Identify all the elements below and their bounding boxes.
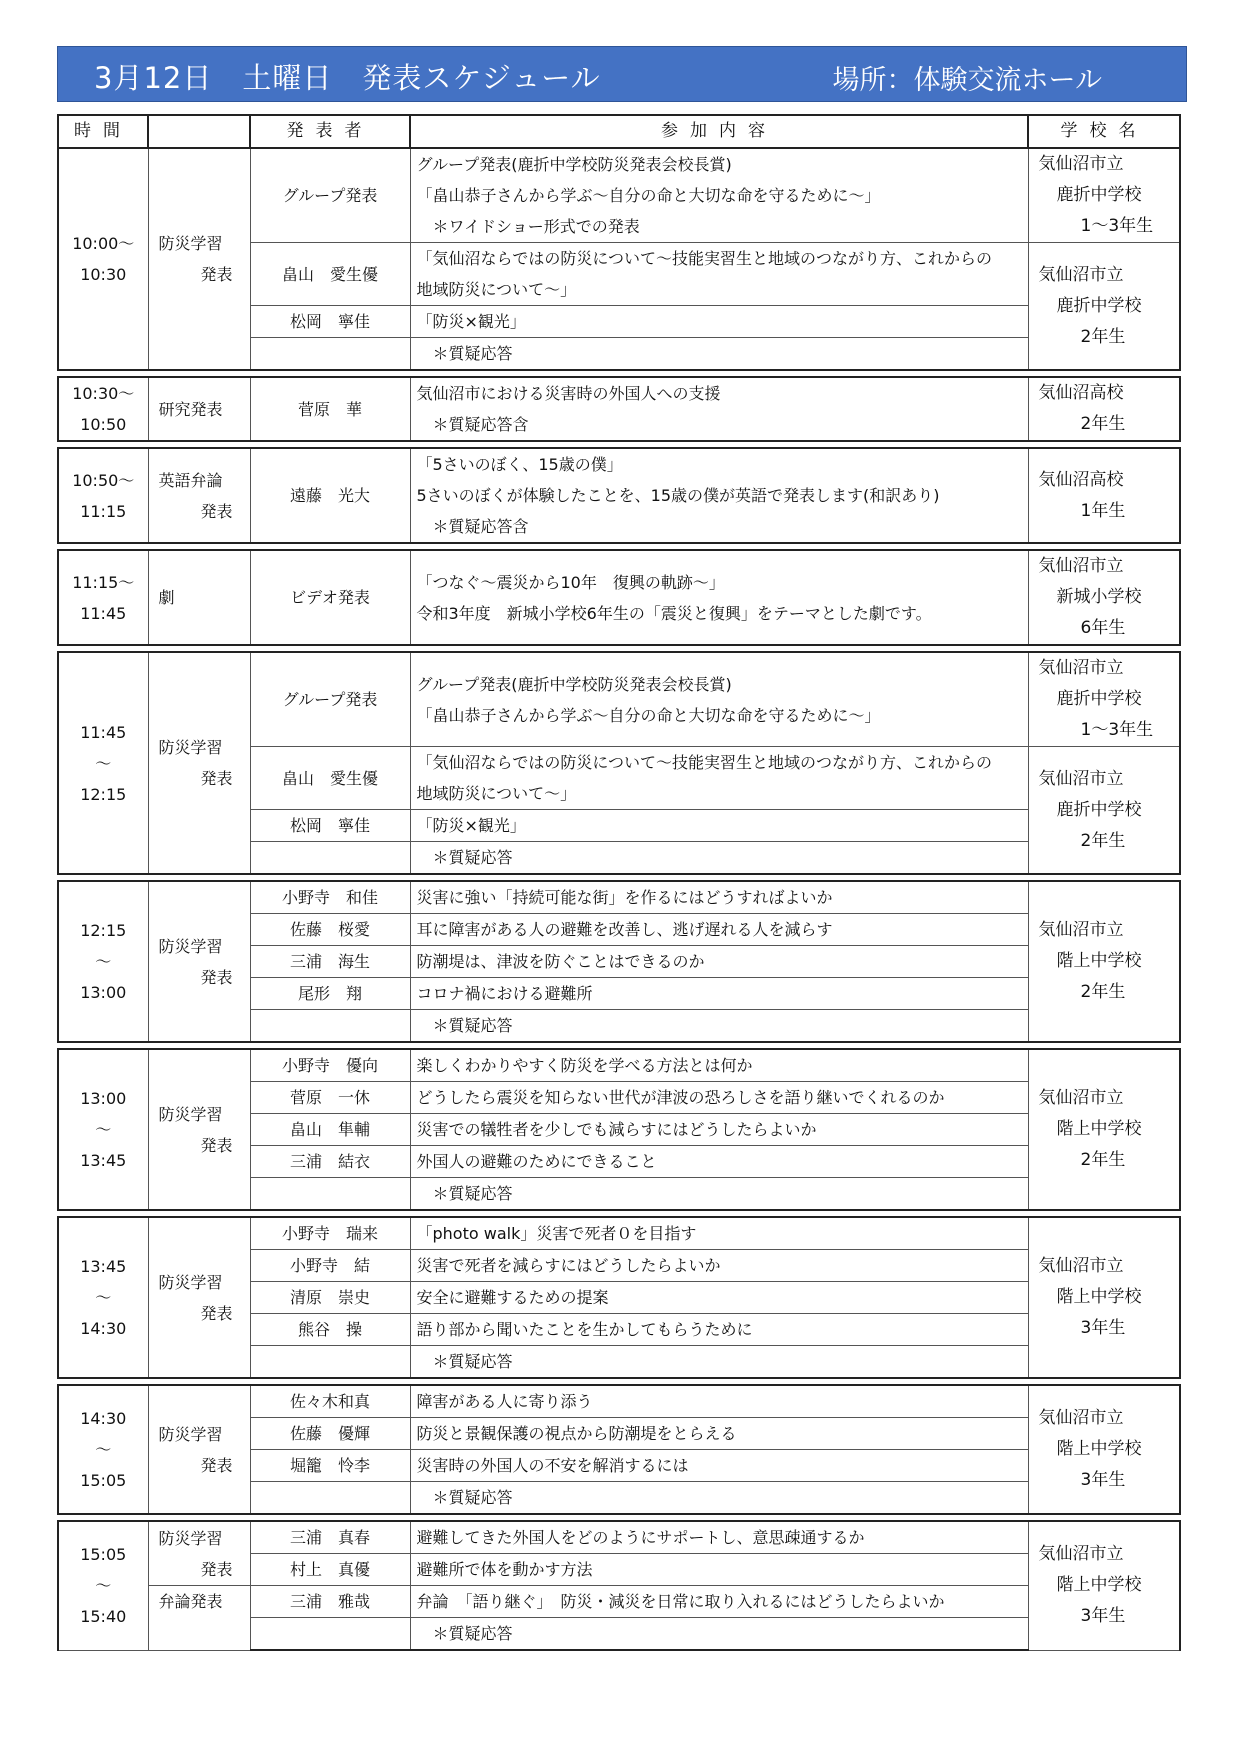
content-cell-line: 障害がある人に寄り添う xyxy=(416,1392,593,1411)
table-row xyxy=(58,1521,1180,1554)
time-cell xyxy=(58,1049,148,1210)
presenter-cell xyxy=(250,842,410,875)
school-cell-line: 鹿折中学校 xyxy=(1056,689,1142,709)
school-cell-line: 気仙沼市立 xyxy=(1038,658,1124,678)
presenter-cell xyxy=(250,1346,410,1379)
presenter-cell: 熊谷 操 xyxy=(250,1314,410,1346)
content-cell-line: 5さいのぼくが体験したことを、15歳の僕が英語で発表します(和訳あり) xyxy=(416,486,940,505)
school-cell-line: 鹿折中学校 xyxy=(1056,185,1142,205)
content-cell xyxy=(410,243,1028,306)
school-cell-line: 階上中学校 xyxy=(1056,1119,1142,1139)
category-cell xyxy=(148,881,250,1042)
school-cell-line: 階上中学校 xyxy=(1056,1439,1142,1459)
time-cell-line: ～ xyxy=(95,1120,112,1139)
table-row xyxy=(58,652,1180,747)
time-cell-line: 13:00 xyxy=(80,1089,127,1108)
content-cell xyxy=(410,306,1028,338)
category-cell xyxy=(148,1049,250,1210)
presenter-cell xyxy=(250,1618,410,1651)
category-cell xyxy=(148,377,250,441)
presenter-cell xyxy=(250,338,410,371)
time-cell-line: 13:45 xyxy=(80,1151,127,1170)
school-cell-line: 階上中学校 xyxy=(1056,951,1142,971)
school-cell-line: 気仙沼市立 xyxy=(1038,1256,1124,1276)
school-cell xyxy=(1028,550,1180,645)
content-cell-line: コロナ禍における避難所 xyxy=(416,984,593,1003)
category-cell-line: 防災学習 xyxy=(158,1104,223,1124)
content-cell-line: 地域防災について～」 xyxy=(416,280,577,299)
time-cell-line: ～ xyxy=(95,1576,112,1596)
content-cell-line: 「photo walk」災害で死者０を目指す xyxy=(416,1224,697,1243)
schedule-table xyxy=(57,114,1181,1651)
content-cell xyxy=(410,338,1028,371)
content-cell-line: 災害での犠牲者を少しでも減らすにはどうしたらよいか xyxy=(416,1120,817,1139)
content-cell xyxy=(410,1521,1028,1554)
table-row xyxy=(58,448,1180,543)
presenter-cell: 小野寺 優向 xyxy=(250,1049,410,1082)
time-cell-line: 15:05 xyxy=(80,1471,127,1490)
time-cell-line: 11:15～ xyxy=(72,572,135,592)
table-row xyxy=(58,1217,1180,1250)
content-cell xyxy=(410,1217,1028,1250)
session-gap xyxy=(58,1210,1180,1217)
content-cell xyxy=(410,652,1028,747)
time-cell-line: 10:50～ xyxy=(72,470,135,490)
content-cell xyxy=(410,377,1028,441)
content-cell xyxy=(410,747,1028,810)
category-2-label: 弁論発表 xyxy=(158,1592,223,1611)
category-cell-line: 発表 xyxy=(200,265,233,284)
school-cell xyxy=(1028,1521,1180,1650)
content-cell xyxy=(410,1250,1028,1282)
time-cell-line: 14:30 xyxy=(80,1319,127,1338)
school-cell-line: 気仙沼市立 xyxy=(1038,920,1124,940)
time-cell-line: ～ xyxy=(95,1440,112,1459)
content-cell xyxy=(410,1554,1028,1586)
category-cell-line: 発表 xyxy=(200,769,233,788)
time-cell-line: ～ xyxy=(95,753,112,773)
school-cell xyxy=(1028,448,1180,543)
category-cell xyxy=(148,652,250,874)
content-cell xyxy=(410,1418,1028,1450)
content-cell xyxy=(410,1385,1028,1418)
content-cell xyxy=(410,1282,1028,1314)
school-cell-line: 3年生 xyxy=(1080,1606,1126,1627)
presenter-cell: ビデオ発表 xyxy=(250,550,410,645)
time-cell-line: 15:05 xyxy=(80,1545,127,1565)
presenter-cell: 清原 崇史 xyxy=(250,1282,410,1314)
content-cell xyxy=(410,448,1028,543)
presenter-cell: 佐々木和真 xyxy=(250,1385,410,1418)
table-row xyxy=(58,1586,1180,1618)
session-gap xyxy=(58,543,1180,550)
header-school: 学校名 xyxy=(1028,115,1180,148)
content-cell-line: 「防災×観光」 xyxy=(416,312,526,331)
content-cell-line: ＊質疑応答 xyxy=(416,1624,513,1643)
school-cell xyxy=(1028,1217,1180,1378)
category-cell xyxy=(148,1521,250,1586)
category-cell xyxy=(148,1217,250,1378)
table-row xyxy=(58,377,1180,441)
presenter-cell: 遠藤 光大 xyxy=(250,448,410,543)
presenter-cell: 三浦 真春 xyxy=(250,1521,410,1554)
table-row xyxy=(58,881,1180,914)
content-cell-line: ＊ワイドショー形式での発表 xyxy=(416,217,640,236)
category-cell-2 xyxy=(148,1586,250,1651)
presenter-cell xyxy=(250,1010,410,1043)
school-cell xyxy=(1028,1049,1180,1210)
school-cell-line: 1年生 xyxy=(1080,500,1126,521)
header-time: 時間 xyxy=(58,115,148,148)
content-cell-line: 「防災×観光」 xyxy=(416,816,526,835)
school-cell-line: 2年生 xyxy=(1080,982,1126,1002)
time-cell-line: 11:45 xyxy=(80,603,127,623)
school-cell-line: 気仙沼市立 xyxy=(1038,768,1124,789)
school-cell-line: 2年生 xyxy=(1080,326,1126,347)
content-cell xyxy=(410,842,1028,875)
content-cell xyxy=(410,946,1028,978)
content-cell-line: 避難してきた外国人をどのようにサポートし、意思疎通するか xyxy=(416,1528,865,1547)
content-cell xyxy=(410,914,1028,946)
time-cell xyxy=(58,1217,148,1378)
category-cell-line: 発表 xyxy=(200,1559,233,1579)
content-cell-line: ＊質疑応答 xyxy=(416,1184,513,1203)
category-cell xyxy=(148,148,250,370)
presenter-cell: 三浦 海生 xyxy=(250,946,410,978)
category-cell xyxy=(148,448,250,543)
header-category xyxy=(148,115,250,148)
content-cell-line: 令和3年度 新城小学校6年生の「震災と復興」をテーマとした劇です。 xyxy=(416,603,932,623)
content-cell-line: ＊質疑応答 xyxy=(416,848,513,867)
school-cell xyxy=(1028,881,1180,1042)
presenter-cell: 畠山 愛生優 xyxy=(250,243,410,306)
time-cell-line: 14:30 xyxy=(80,1409,127,1428)
content-cell-line: 「畠山恭子さんから学ぶ～自分の命と大切な命を守るために～」 xyxy=(416,186,881,205)
presenter-cell: 菅原 華 xyxy=(250,377,410,441)
content-cell-line: 「畠山恭子さんから学ぶ～自分の命と大切な命を守るために～」 xyxy=(416,705,881,725)
time-cell xyxy=(58,1385,148,1514)
presenter-cell: 村上 真優 xyxy=(250,1554,410,1586)
presenter-cell: 三浦 雅哉 xyxy=(250,1586,410,1618)
school-cell-line: 階上中学校 xyxy=(1056,1287,1142,1307)
content-cell-line: 地域防災について～」 xyxy=(416,784,577,803)
category-cell-line: 発表 xyxy=(200,1303,233,1323)
category-cell-line: 発表 xyxy=(200,1135,233,1155)
content-cell-line: 楽しくわかりやすく防災を学べる方法とは何か xyxy=(416,1056,753,1075)
category-cell-line: 防災学習 xyxy=(158,738,223,757)
school-cell-line: 3年生 xyxy=(1080,1470,1126,1490)
school-cell-line: 2年生 xyxy=(1080,414,1126,434)
title-banner xyxy=(57,46,1187,102)
content-cell xyxy=(410,1114,1028,1146)
session-gap xyxy=(58,874,1180,881)
content-cell xyxy=(410,550,1028,645)
school-cell-line: 1～3年生 xyxy=(1080,216,1154,236)
page-title: 3月12日 土曜日 発表スケジュール xyxy=(94,61,601,95)
presenter-cell: 小野寺 瑞来 xyxy=(250,1217,410,1250)
time-cell-line: 13:00 xyxy=(80,983,127,1002)
category-cell xyxy=(148,550,250,645)
content-cell-line: 「5さいのぼく、15歳の僕」 xyxy=(416,455,623,474)
category-cell-line: 劇 xyxy=(158,588,175,607)
school-cell-line: 2年生 xyxy=(1080,1150,1126,1170)
time-cell xyxy=(58,148,148,370)
category-cell-line: 発表 xyxy=(200,1455,233,1475)
venue-label: 場所：体験交流ホール xyxy=(832,65,1102,96)
category-cell-line: 英語弁論 xyxy=(158,470,223,490)
school-cell-line: 新城小学校 xyxy=(1056,587,1142,607)
content-cell xyxy=(410,1450,1028,1482)
content-cell-line: 災害に強い「持続可能な街」を作るにはどうすればよいか xyxy=(416,888,833,907)
school-cell-line: 鹿折中学校 xyxy=(1056,295,1142,316)
time-cell-line: 10:30 xyxy=(80,265,127,284)
time-cell-line: ～ xyxy=(95,952,112,971)
table-row xyxy=(58,1385,1180,1418)
content-cell-line: 安全に避難するための提案 xyxy=(416,1288,609,1307)
session-gap xyxy=(58,370,1180,377)
presenter-cell: 畠山 愛生優 xyxy=(250,747,410,810)
presenter-cell: 堀籠 怜李 xyxy=(250,1450,410,1482)
school-cell-line: 2年生 xyxy=(1080,830,1126,851)
time-cell-line: 10:50 xyxy=(80,415,127,434)
content-cell-line: ＊質疑応答 xyxy=(416,1352,513,1371)
school-cell-line: 気仙沼市立 xyxy=(1038,1408,1124,1428)
school-cell xyxy=(1028,747,1180,875)
category-cell-line: 防災学習 xyxy=(158,1272,223,1292)
content-cell xyxy=(410,881,1028,914)
school-cell-line: 気仙沼高校 xyxy=(1038,469,1124,490)
content-cell xyxy=(410,1010,1028,1043)
presenter-cell: グループ発表 xyxy=(250,652,410,747)
presenter-cell: 尾形 翔 xyxy=(250,978,410,1010)
content-cell-line: 災害時の外国人の不安を解消するには xyxy=(416,1456,689,1475)
content-cell-line: 「気仙沼ならではの防災について～技能実習生と地域のつながり方、これからの xyxy=(416,753,993,772)
category-cell-line: 防災学習 xyxy=(158,936,223,956)
content-cell xyxy=(410,1314,1028,1346)
school-cell-line: 気仙沼高校 xyxy=(1038,383,1124,403)
content-cell-line: グループ発表(鹿折中学校防災発表会校長賞) xyxy=(416,674,732,694)
school-cell xyxy=(1028,377,1180,441)
presenter-cell: 松岡 寧佳 xyxy=(250,306,410,338)
content-cell-line: グループ発表(鹿折中学校防災発表会校長賞) xyxy=(416,155,732,174)
session-gap xyxy=(58,1378,1180,1385)
header-presenter: 発表者 xyxy=(250,115,410,148)
content-cell xyxy=(410,1618,1028,1651)
header-content: 参加内容 xyxy=(410,115,1028,148)
school-cell-line: 1～3年生 xyxy=(1080,720,1154,740)
time-cell-line: 11:45 xyxy=(80,722,127,742)
content-cell-line: ＊質疑応答 xyxy=(416,1016,513,1035)
table-row xyxy=(58,148,1180,243)
presenter-cell: 小野寺 和佳 xyxy=(250,881,410,914)
time-cell xyxy=(58,881,148,1042)
time-cell-line: 11:15 xyxy=(80,501,127,521)
content-cell-line: 防潮堤は、津波を防ぐことはできるのか xyxy=(416,952,705,971)
time-cell-line: 15:40 xyxy=(80,1607,127,1627)
school-cell-line: 鹿折中学校 xyxy=(1056,799,1142,820)
school-cell-line: 階上中学校 xyxy=(1056,1575,1142,1596)
time-cell xyxy=(58,550,148,645)
time-cell-line: 12:15 xyxy=(80,784,127,804)
category-cell-line: 防災学習 xyxy=(158,1424,223,1444)
category-cell-line: 発表 xyxy=(200,967,233,987)
session-gap xyxy=(58,1042,1180,1049)
category-cell-line: 防災学習 xyxy=(158,1528,223,1548)
content-cell xyxy=(410,148,1028,243)
table-row xyxy=(58,1049,1180,1082)
presenter-cell: 小野寺 結 xyxy=(250,1250,410,1282)
school-cell xyxy=(1028,243,1180,371)
school-cell-line: 気仙沼市立 xyxy=(1038,1088,1124,1108)
school-cell xyxy=(1028,1385,1180,1514)
content-cell xyxy=(410,1049,1028,1082)
school-cell-line: 気仙沼市立 xyxy=(1038,556,1124,576)
content-cell-line: どうしたら震災を知らない世代が津波の恐ろしさを語り継いでくれるのか xyxy=(416,1088,945,1107)
content-cell-line: 気仙沼市における災害時の外国人への支援 xyxy=(416,384,721,403)
table-row xyxy=(58,550,1180,645)
presenter-cell: グループ発表 xyxy=(250,148,410,243)
school-cell-line: 6年生 xyxy=(1080,618,1126,638)
content-cell xyxy=(410,1586,1028,1618)
presenter-cell: 佐藤 桜愛 xyxy=(250,914,410,946)
content-cell-line: 弁論 「語り継ぐ」 防災・減災を日常に取り入れるにはどうしたらよいか xyxy=(416,1592,945,1611)
category-cell-line: 発表 xyxy=(200,501,233,521)
time-cell xyxy=(58,1521,148,1650)
category-cell-line: 防災学習 xyxy=(158,234,223,253)
presenter-cell: 松岡 寧佳 xyxy=(250,810,410,842)
school-cell xyxy=(1028,148,1180,243)
school-cell xyxy=(1028,652,1180,747)
content-cell xyxy=(410,1346,1028,1379)
content-cell xyxy=(410,978,1028,1010)
time-cell-line: 10:30～ xyxy=(72,384,135,403)
presenter-cell xyxy=(250,1178,410,1211)
content-cell-line: ＊質疑応答 xyxy=(416,344,513,363)
time-cell-line: 10:00～ xyxy=(72,234,135,253)
content-cell xyxy=(410,1146,1028,1178)
school-cell-line: 気仙沼市立 xyxy=(1038,264,1124,285)
time-cell xyxy=(58,652,148,874)
content-cell-line: 「気仙沼ならではの防災について～技能実習生と地域のつながり方、これからの xyxy=(416,249,993,268)
session-gap xyxy=(58,645,1180,652)
session-gap xyxy=(58,1514,1180,1521)
time-cell-line: ～ xyxy=(95,1288,112,1307)
school-cell-line: 3年生 xyxy=(1080,1318,1126,1338)
category-cell-line: 研究発表 xyxy=(158,399,223,419)
presenter-cell: 三浦 結衣 xyxy=(250,1146,410,1178)
presenter-cell: 佐藤 優輝 xyxy=(250,1418,410,1450)
content-cell-line: 語り部から聞いたことを生かしてもらうために xyxy=(416,1320,753,1339)
presenter-cell xyxy=(250,1482,410,1515)
content-cell-line: 「つなぐ～震災から10年 復興の軌跡～」 xyxy=(416,572,725,592)
time-cell-line: 13:45 xyxy=(80,1257,127,1276)
table-header-row xyxy=(58,115,1180,148)
time-cell xyxy=(58,377,148,441)
category-cell xyxy=(148,1385,250,1514)
content-cell xyxy=(410,1178,1028,1211)
content-cell-line: 災害で死者を減らすにはどうしたらよいか xyxy=(416,1256,721,1275)
time-cell-line: 12:15 xyxy=(80,921,127,940)
content-cell-line: ＊質疑応答 xyxy=(416,1488,513,1507)
content-cell xyxy=(410,810,1028,842)
school-cell-line: 気仙沼市立 xyxy=(1038,1544,1124,1565)
content-cell-line: 耳に障害がある人の避難を改善し、逃げ遅れる人を減らす xyxy=(416,920,833,939)
content-cell-line: 避難所で体を動かす方法 xyxy=(416,1560,593,1579)
content-cell xyxy=(410,1482,1028,1515)
content-cell-line: 外国人の避難のためにできること xyxy=(416,1152,657,1171)
content-cell xyxy=(410,1082,1028,1114)
content-cell-line: ＊質疑応答含 xyxy=(416,517,529,536)
time-cell xyxy=(58,448,148,543)
session-gap xyxy=(58,441,1180,448)
presenter-cell: 菅原 一休 xyxy=(250,1082,410,1114)
presenter-cell: 畠山 隼輔 xyxy=(250,1114,410,1146)
content-cell-line: 防災と景観保護の視点から防潮堤をとらえる xyxy=(416,1424,737,1443)
content-cell-line: ＊質疑応答含 xyxy=(416,415,529,434)
school-cell-line: 気仙沼市立 xyxy=(1038,154,1124,174)
